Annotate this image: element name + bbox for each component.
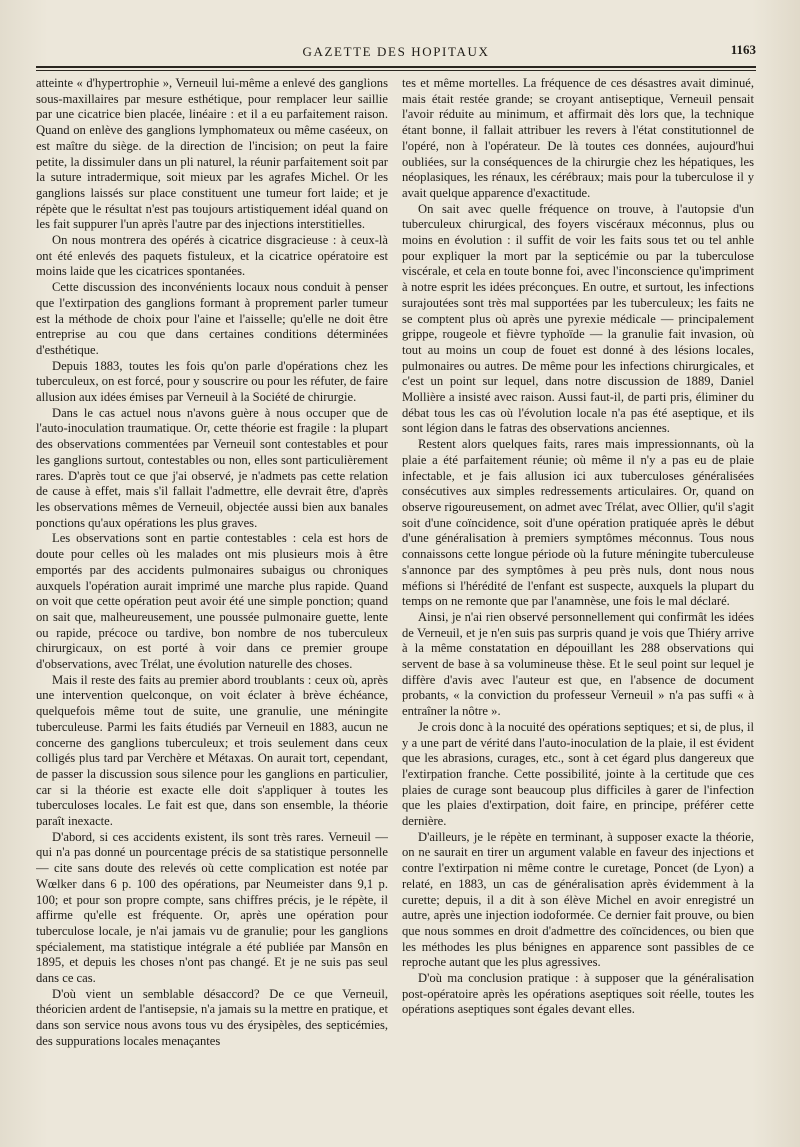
paragraph: Ainsi, je n'ai rien observé personnellement qui confirmât les idées de Verneuil, et je n'en suis pas surpris quand je vois que Thiéry arrive à la même constatation en dépouillant les 288 observations qui servent de base à sa volumineuse thèse. Et le seul point sur lequel je diffère d'avis avec l'auteur est que, en l'absence de document probants, « la conviction du professeur Verneuil » n'a pas suffi « à entraîner la nôtre ». (402, 609, 754, 719)
header-rule-thin (36, 70, 756, 71)
right-column (402, 76, 754, 1129)
paragraph: On nous montrera des opérés à cicatrice disgracieuse : à ceux-là ont été enlevés des paquets fistuleux, et la cicatrice opératoire est moins laide que les cicatrices spontanées. (36, 233, 388, 279)
paragraph: Mais il reste des faits au premier abord troublants : ceux où, après une intervention quelconque, on voit éclater à brève échéance, quelquefois même tout de suite, une granulie, une méningite tuberculeuse. Parmi les faits étudiés par Verneuil en 1883, aucun ne concerne des ganglions tuberculeux; et trois seulement dans ceux colligés plus tard par Verchère et Métaxas. On aurait tort, cependant, de passer la discussion sous silence pour les ganglions en particulier, car si la théorie est exacte elle doit s'appliquer à toutes les tuberculoses locales. Le fait est que, dans son ensemble, la théorie paraît inexacte. (36, 672, 388, 829)
paragraph: Je crois donc à la nocuité des opérations septiques; et si, de plus, il y a une part de vérité dans l'auto-inoculation de la plaie, il est évident que les abrasions, curages, etc., sont à cet égard plus dangereux que l'extirpation franche. Cette possibilité, jointe à la certitude que ces plaies de curage sont beaucoup plus difficiles à garer de l'infection que les plaies d'extirpation, doit faire, en principe, préférer cette dernière. (402, 719, 754, 829)
paragraph: Cette discussion des inconvénients locaux nous conduit à penser que l'extirpation des ganglions formant à proprement parler tumeur est la méthode de choix pour l'aine et l'aisselle; qu'elle ne doit être entreprise au cou que dans certaines conditions déterminées d'esthétique. (36, 280, 388, 357)
paragraph: atteinte « d'hypertrophie », Verneuil lui-même a enlevé des ganglions sous-maxillaires par mesure esthétique, pour remplacer leur saillie par une cicatrice bien placée, linéaire : et il a eu parfaitement raison. Quand on enlève des ganglions lymphomateux ou même caséeux, on est maître du siège. de la direction de l'incision; on peut la faire petite, la dissimuler dans un pli naturel, la réunir parfaitement soit par la suture intradermique, soit mieux par les agrafes Michel. Or les ganglions laissés sur place constituent une tumeur fort laide; et je répète que le résultat n'est pas toujours artistiquement idéal quand on les fait suppurer l'un après l'autre par des injections interstitielles. (36, 76, 388, 232)
paragraph: D'ailleurs, je le répète en terminant, à supposer exacte la théorie, on ne saurait en tirer un argument valable en faveur des injections et contre l'extirpation ni même contre le curetage, Poncet (de Lyon) a relaté, en 1883, un cas de généralisation après évidemment à la curette; depuis, il a dit à son élève Michel en avoir enregistré un autre, après une injection iodoformée. Ce dernier fait prouve, ou bien que nous sommes en droit d'admettre des coïncidences, ou bien que les méthodes les plus bénignes en apparence sont passibles de ce reproche autant que les plus agressives. (402, 829, 754, 970)
page-header (36, 42, 756, 64)
paragraph: D'où vient un semblable désaccord? De ce que Verneuil, théoricien ardent de l'antisepsie, n'a jamais su la mettre en pratique, et dans son service nous avons tous vu des érysipèles, des septicémies, des suppurations locales menaçantes (36, 986, 388, 1048)
paragraph: tes et même mortelles. La fréquence de ces désastres avait diminué, mais était restée grande; se croyant antiseptique, Verneuil pensait l'avoir réduite au minimum, et affirmait dès lors que, la technique étant bonne, il fallait attribuer les revers à l'état constitutionnel de l'opéré, non à l'opérateur. De là toutes ces données, aujourd'hui oubliées, sur la conséquences de la chirurgie chez les hépatiques, les néoplasiques, les rénaux, les cérébraux; mais pour la tuberculose il y avait quelque apparence d'exactitude. (402, 76, 754, 200)
paragraph: D'où ma conclusion pratique : à supposer que la généralisation post-opératoire après les opérations aseptiques soit réelle, toutes les opérations aseptiques sont égales devant elles. (402, 971, 754, 1017)
paragraph: On sait avec quelle fréquence on trouve, à l'autopsie d'un tuberculeux chirurgical, des foyers viscéraux méconnus, plus ou moins en évolution : il suffit de voir les faits sous tet ou tel anhle pour expliquer la mort par la septicémie ou par la tuberculose viscérale, et cela en toute bonne foi, avec l'inconscience qu'impriment à notre esprit les idées préconçues. En outre, et surtout, les infections surajoutées sont très mal supportées par les tuberculeux; les faits ne se comptent plus où après une pyrexie médicale — principalement grippe, rougeole et fièvre typhoïde — la granulie fait invasion, où tout au moins un coup de fouet est donné à des lésions locales, pulmonaires ou autres. De même pour les infections chirurgicales, et c'est un point sur lequel, dans notre discussion de 1889, Daniel Mollière a insisté avec raison. Aussi faut-il, de parti pris, éliminer du débat tous les cas où l'évolution locale n'a pas été aseptique, et ils sont légion dans le fatras des observations anciennes. (402, 201, 754, 436)
paragraph: Depuis 1883, toutes les fois qu'on parle d'opérations chez les tuberculeux, on est forcé, pour y souscrire ou pour les réfuter, de faire allusion aux idées émises par Verneuil à la Société de chirurgie. (36, 358, 388, 405)
page-number: 1163 (730, 42, 756, 57)
paragraph: Restent alors quelques faits, rares mais impressionnants, où la plaie a été parfaitement réunie; où même il n'y a pas eu de plaie infectable, et je fais allusion ici aux tuberculoses généralisées consécutives aux simples redressements articulaires. Or, quand on observe rigoureusement, on admet avec Trélat, avec Ollier, qu'il s'agit soit d'une coïncidence, soit d'une opération pratiquée après le début d'une généralisation à premiers symptômes méconnus. Tous nous connaissons cette longue période où la future méningite tuberculeuse s'annonce par des symptômes à peu près nuls, dont nous nous méfions si l'hérédité de l'enfant est suspecte, auxquels la plupart du temps on ne remonte que par l'anamnèse, une fois le mal déclaré. (402, 437, 754, 609)
header-rule (36, 66, 756, 68)
paragraph: Les observations sont en partie contestables : cela est hors de doute pour celles où les malades ont mis plusieurs mois à être emportés par des accidents pulmonaires subaigus ou chroniques auxquels l'opération aurait imprimé une marche plus rapide. Quand on voit que cette opération peut avoir été une simple ponction; quand on sait que, malheureusement, une poussée pulmonaire guette, lente ou rapide, précoce ou tardive, bon nombre de nos tuberculeux chirurgicaux, on est porté à voir dans ce premier groupe d'observations, avec Trélat, une évolution naturelle des choses. (36, 531, 388, 672)
running-title: GAZETTE DES HOPITAUX (302, 44, 490, 59)
paragraph: Dans le cas actuel nous n'avons guère à nous occuper que de l'auto-inoculation traumatique. Or, cette théorie est fragile : la plupart des observations commentées par Verneuil sont contestables et pour les ganglions surtout, contestables ou non, elles sont particulièrement rares. D'après tout ce que j'ai observé, je n'admets pas cette relation de cause à effet, mais s'il fallait l'admettre, elle devrait être, d'après les observations mêmes de Verneuil, objectée aussi bien aux banales ponctions qu'aux opérations les plus graves. (36, 405, 388, 530)
left-column (36, 76, 388, 1129)
paragraph: D'abord, si ces accidents existent, ils sont très rares. Verneuil — qui n'a pas donné un pourcentage précis de sa statistique personnelle — cite sans doute des relevés où cette complication est notée par Wœlker dans 6 p. 100 des opérations, par Neumeister dans 9,1 p. 100; et pour son propre compte, sans chiffres précis, je le répète, il affirme qu'elle est fréquente. Or, après une opération pour tuberculose locale, je n'ai jamais vu de granulie; pour les ganglions spécialement, ma statistique intégrale a été publiée par Mansôn en 1895, et depuis les choses n'ont pas changé. Et je ne suis pas seul dans ce cas. (36, 829, 388, 986)
